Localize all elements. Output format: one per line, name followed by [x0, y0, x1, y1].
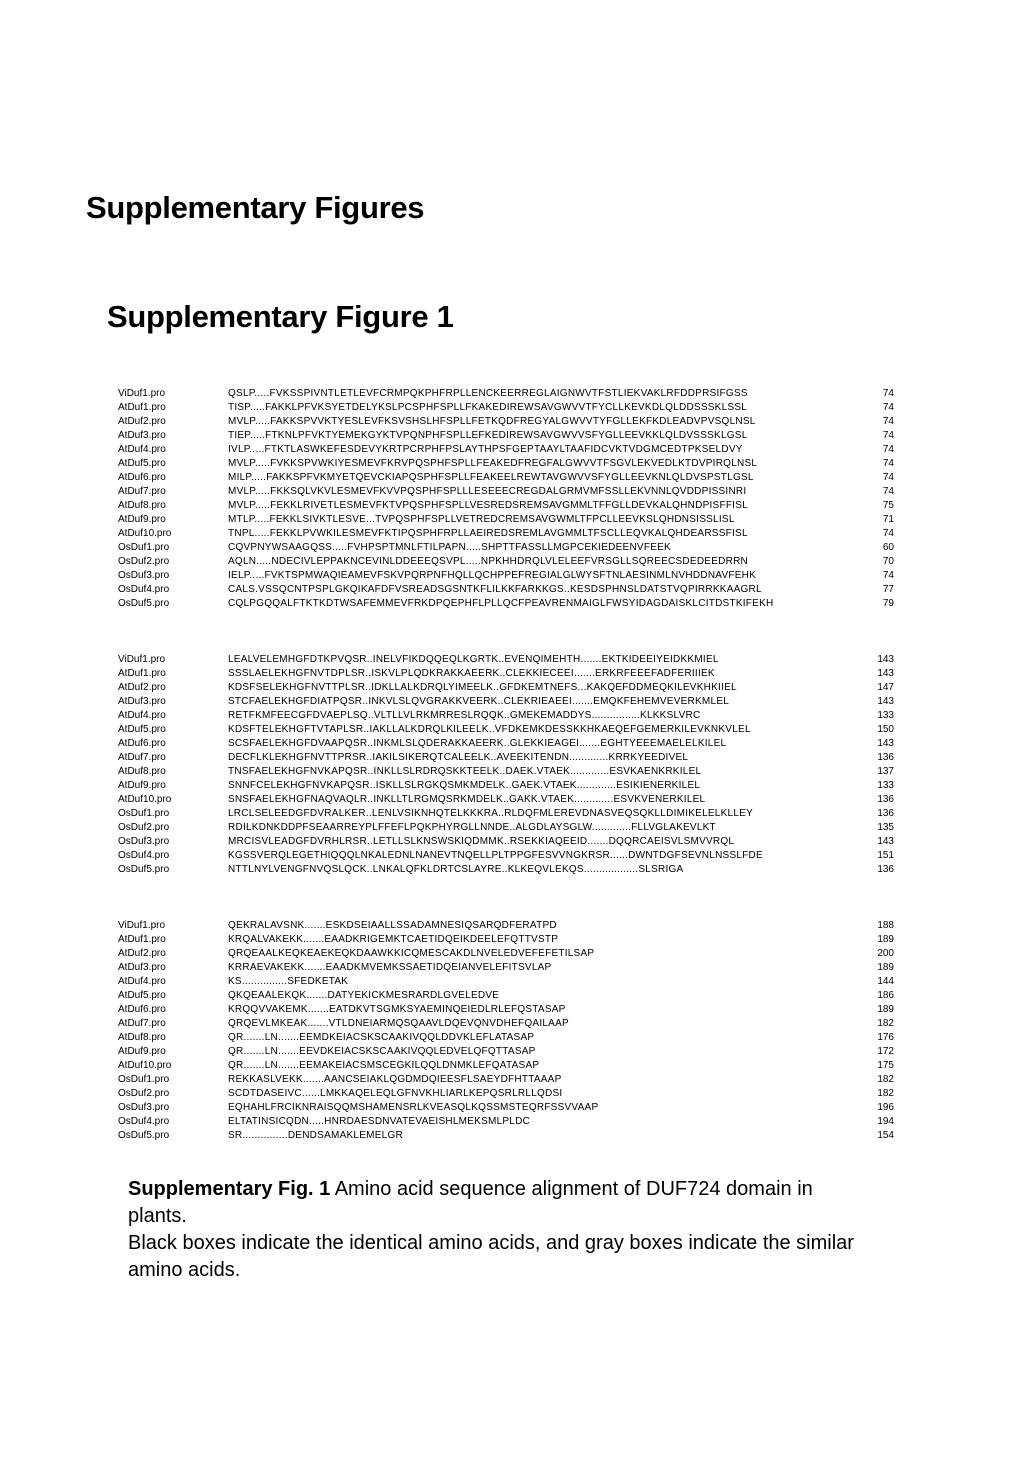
- sequence-position: 147: [877, 682, 894, 693]
- alignment-row: [118, 807, 898, 821]
- sequence-name: AtDuf4.pro: [118, 710, 166, 721]
- sequence-name: AtDuf1.pro: [118, 934, 166, 945]
- sequence-residues: QKQEAALEKQK.......DATYEKICKMESRARDLGVELEDVE: [228, 990, 500, 1001]
- sequence-position: 154: [877, 1130, 894, 1141]
- alignment-row: [118, 1017, 898, 1031]
- alignment-row: [118, 863, 898, 877]
- sequence-residues: TNSFAELEKHGFNVKAPQSR..INKLLSLRDRQSKKTEELK..DAEK.VTAEK.............ESVKAENKRKILEL: [228, 766, 702, 777]
- alignment-row: [118, 695, 898, 709]
- alignment-row: [118, 1045, 898, 1059]
- alignment-row: [118, 723, 898, 737]
- sequence-position: 189: [877, 962, 894, 973]
- alignment-block: [118, 387, 898, 611]
- alignment-row: [118, 1059, 898, 1073]
- sequence-residues: RDILKDNKDDPFSEAARREYPLFFEFLPQKPHYRGLLNNDE..ALGDLAYSGLW.............FLLVGLAKEVLKT: [228, 822, 716, 833]
- alignment-row: [118, 471, 898, 485]
- caption-label: Supplementary Fig. 1: [128, 1178, 331, 1200]
- alignment-row: [118, 527, 898, 541]
- figure-caption: [128, 1176, 868, 1284]
- sequence-name: AtDuf1.pro: [118, 402, 166, 413]
- sequence-residues: SNSFAELEKHGFNAQVAQLR..INKLLTLRGMQSRKMDELK..GAKK.VTAEK.............ESVKVENERKILEL: [228, 794, 706, 805]
- sequence-position: 176: [877, 1032, 894, 1043]
- alignment-row: [118, 779, 898, 793]
- sequence-position: 143: [877, 836, 894, 847]
- sequence-residues: MVLP.....FEKKLRIVETLESMEVFKTVPQSPHFSPLLVESREDSREMSAVGMMLTFFGLLDEVKALQHNDPISFFISL: [228, 500, 748, 511]
- sequence-residues: CQVPNYWSAAGQSS.....FVHPSPTMNLFTILPAPN.....SHPTTFASSLLMGPCEKIEDEENVFEEK: [228, 542, 671, 553]
- sequence-name: ViDuf1.pro: [118, 654, 166, 665]
- sequence-residues: MVLP.....FVKKSPVWKIYESMEVFKRVPQSPHFSPLLFEAKEDFREGFALGWVVTFSGVLEKVEDLKTDVPIRQLNSL: [228, 458, 758, 469]
- sequence-position: 194: [877, 1116, 894, 1127]
- sequence-residues: QEKRALAVSNK.......ESKDSEIAALLSSADAMNESIQSARQDFERATPD: [228, 920, 557, 931]
- sequence-name: AtDuf2.pro: [118, 416, 166, 427]
- alignment-row: [118, 835, 898, 849]
- sequence-name: OsDuf1.pro: [118, 808, 170, 819]
- sequence-position: 74: [882, 444, 894, 455]
- sequence-name: OsDuf2.pro: [118, 822, 170, 833]
- sequence-name: AtDuf6.pro: [118, 738, 166, 749]
- sequence-position: 143: [877, 696, 894, 707]
- alignment-row: [118, 555, 898, 569]
- sequence-position: 150: [877, 724, 894, 735]
- sequence-position: 144: [877, 976, 894, 987]
- sequence-residues: KRRAEVAKEKK.......EAADKMVEMKSSAETIDQEIANVELEFITSVLAP: [228, 962, 552, 973]
- sequence-name: AtDuf3.pro: [118, 962, 166, 973]
- sequence-name: AtDuf7.pro: [118, 486, 166, 497]
- sequence-name: AtDuf2.pro: [118, 682, 166, 693]
- sequence-position: 188: [877, 920, 894, 931]
- alignment-row: [118, 499, 898, 513]
- sequence-name: AtDuf4.pro: [118, 976, 166, 987]
- sequence-position: 143: [877, 738, 894, 749]
- sequence-residues: MVLP.....FAKKSPVVKTYESLEVFKSVSHSLHFSPLLFETKQDFREGYALGWVVTYFGLLEKFKDLEADVPVSQLNSL: [228, 416, 756, 427]
- sequence-residues: SCDTDASEIVC......LMKKAQELEQLGFNVKHLIARLKEPQSRLRLLQDSI: [228, 1088, 563, 1099]
- sequence-position: 143: [877, 654, 894, 665]
- sequence-residues: TNPL.....FEKKLPVWKILESMEVFKTIPQSPHFRPLLAEIREDSREMLAVGMMLTFSCLLEQVKALQHDEARSSFISL: [228, 528, 748, 539]
- alignment-row: [118, 1031, 898, 1045]
- sequence-name: AtDuf9.pro: [118, 780, 166, 791]
- sequence-residues: TIEP.....FTKNLPFVKTYEMEKGYKTVPQNPHFSPLLEFKEDIREWSAVGWVVSFYGLLEEVKKLQLDVSSSKLGSL: [228, 430, 748, 441]
- sequence-position: 74: [882, 430, 894, 441]
- alignment-row: [118, 961, 898, 975]
- alignment-block: [118, 919, 898, 1143]
- alignment-row: [118, 1073, 898, 1087]
- sequence-residues: KGSSVERQLEGETHIQQQLNKALEDNLNANEVTNQELLPLTPPGFESVVNGKRSR......DWNTDGFSEVNLNSSLFDE: [228, 850, 763, 861]
- sequence-name: AtDuf6.pro: [118, 1004, 166, 1015]
- sequence-residues: KRQQVVAKEMK.......EATDKVTSGMKSYAEMINQEIEDLRLEFQSTASAP: [228, 1004, 566, 1015]
- sequence-name: ViDuf1.pro: [118, 920, 166, 931]
- figure-title: Supplementary Figure 1: [107, 299, 454, 334]
- sequence-name: AtDuf9.pro: [118, 514, 166, 525]
- sequence-position: 200: [877, 948, 894, 959]
- sequence-position: 136: [877, 794, 894, 805]
- sequence-name: OsDuf5.pro: [118, 864, 170, 875]
- sequence-position: 182: [877, 1088, 894, 1099]
- sequence-name: AtDuf5.pro: [118, 990, 166, 1001]
- sequence-position: 74: [882, 402, 894, 413]
- sequence-name: AtDuf10.pro: [118, 1060, 172, 1071]
- sequence-residues: DECFLKLEKHGFNVTTPRSR..IAKILSIKERQTCALEELK..AVEEKITENDN.............KRRKYEEDIVEL: [228, 752, 689, 763]
- sequence-position: 196: [877, 1102, 894, 1113]
- alignment-row: [118, 1003, 898, 1017]
- sequence-residues: LEALVELEMHGFDTKPVQSR..INELVFIKDQQEQLKGRTK..EVENQIMEHTH.......EKTKIDEEIYEIDKKMIEL: [228, 654, 719, 665]
- sequence-position: 133: [877, 780, 894, 791]
- sequence-position: 75: [882, 500, 894, 511]
- sequence-residues: TISP.....FAKKLPFVKSYETDELYKSLPCSPHFSPLLFKAKEDIREWSAVGWVVTFYCLLKEVKDLQLDDSSSKLSSL: [228, 402, 748, 413]
- sequence-residues: NTTLNYLVENGFNVQSLQCK..LNKALQFKLDRTCSLAYRE..KLKEQVLEKQS..................SLSRIGA: [228, 864, 684, 875]
- sequence-name: OsDuf3.pro: [118, 570, 170, 581]
- sequence-position: 175: [877, 1060, 894, 1071]
- sequence-residues: SSSLAELEKHGFNVTDPLSR..ISKVLPLQDKRAKKAEERK..CLEKKIECEEI.......ERKRFEEEFADFERIIIEK: [228, 668, 715, 679]
- sequence-residues: MILP.....FAKKSPFVKMYETQEVCKIAPQSPHFSPLLFEAKEELREWTAVGWVVSFYGLLEEVKNLQLDVSPSTLGSL: [228, 472, 754, 483]
- sequence-position: 186: [877, 990, 894, 1001]
- sequence-position: 70: [882, 556, 894, 567]
- sequence-name: AtDuf6.pro: [118, 472, 166, 483]
- alignment-row: [118, 457, 898, 471]
- alignment-row: [118, 415, 898, 429]
- sequence-position: 137: [877, 766, 894, 777]
- alignment-row: [118, 443, 898, 457]
- sequence-residues: QR.......LN.......EEMAKEIACSMSCEGKILQQLDNMKLEFQATASAP: [228, 1060, 540, 1071]
- sequence-name: OsDuf3.pro: [118, 836, 170, 847]
- sequence-position: 136: [877, 808, 894, 819]
- alignment-row: [118, 947, 898, 961]
- alignment-row: [118, 541, 898, 555]
- alignment-row: [118, 849, 898, 863]
- alignment-row: [118, 653, 898, 667]
- sequence-alignment: [118, 387, 898, 1185]
- alignment-row: [118, 401, 898, 415]
- alignment-row: [118, 667, 898, 681]
- sequence-residues: LRCLSELEEDGFDVRALKER..LENLVSIKNHQTELKKKRA..RLDQFMLEREVDNASVEQSQKLLDIMIKELELKLLEY: [228, 808, 753, 819]
- sequence-residues: SNNFCELEKHGFNVKAPQSR..ISKLLSLRGKQSMKMDELK..GAEK.VTAEK.............ESIKIENERKILEL: [228, 780, 701, 791]
- sequence-name: OsDuf4.pro: [118, 850, 170, 861]
- caption-text-1: Amino acid sequence alignment of DUF724 domain in plants.: [128, 1178, 813, 1227]
- page-title: Supplementary Figures: [86, 190, 425, 225]
- sequence-name: AtDuf7.pro: [118, 1018, 166, 1029]
- sequence-position: 172: [877, 1046, 894, 1057]
- sequence-position: 189: [877, 1004, 894, 1015]
- sequence-position: 182: [877, 1018, 894, 1029]
- alignment-row: [118, 737, 898, 751]
- alignment-row: [118, 821, 898, 835]
- sequence-position: 135: [877, 822, 894, 833]
- alignment-row: [118, 597, 898, 611]
- sequence-position: 136: [877, 864, 894, 875]
- sequence-name: OsDuf5.pro: [118, 1130, 170, 1141]
- alignment-row: [118, 709, 898, 723]
- sequence-residues: KDSFSELEKHGFNVTTPLSR..IDKLLALKDRQLYIMEELK..GFDKEMTNEFS...KAKQEFDDMEQKILEVKHKIIEL: [228, 682, 737, 693]
- alignment-row: [118, 989, 898, 1003]
- alignment-block: [118, 653, 898, 877]
- sequence-residues: AQLN.....NDECIVLEPPAKNCEVINLDDEEEQSVPL.....NPKHHDRQLVLELEEFVRSGLLSQREECSDEDEEDRRN: [228, 556, 749, 567]
- alignment-row: [118, 933, 898, 947]
- alignment-row: [118, 387, 898, 401]
- sequence-position: 71: [882, 514, 894, 525]
- alignment-row: [118, 1115, 898, 1129]
- alignment-row: [118, 485, 898, 499]
- sequence-residues: CQLPGQQALFTKTKDTWSAFEMMEVFRKDPQEPHFLPLLQCFPEAVRENMAIGLFWSYIDAGDAISKLCITDSTKIFEKH: [228, 598, 774, 609]
- sequence-position: 182: [877, 1074, 894, 1085]
- sequence-position: 151: [877, 850, 894, 861]
- sequence-name: AtDuf7.pro: [118, 752, 166, 763]
- sequence-name: OsDuf5.pro: [118, 598, 170, 609]
- sequence-name: AtDuf4.pro: [118, 444, 166, 455]
- sequence-position: 74: [882, 528, 894, 539]
- sequence-name: OsDuf2.pro: [118, 556, 170, 567]
- sequence-name: AtDuf5.pro: [118, 724, 166, 735]
- sequence-position: 133: [877, 710, 894, 721]
- sequence-residues: IVLP.....FTKTLASWKEFESDEVYKRTPCRPHFPSLAYTHPSFGEPTAAYLTAAFIDCVKTVDGMCEDTPKSELDVY: [228, 444, 743, 455]
- sequence-position: 60: [882, 542, 894, 553]
- sequence-residues: QR.......LN.......EEMDKEIACSKSCAAKIVQQLDDVKLEFLATASAP: [228, 1032, 535, 1043]
- sequence-position: 79: [882, 598, 894, 609]
- alignment-row: [118, 1101, 898, 1115]
- sequence-position: 74: [882, 458, 894, 469]
- sequence-name: AtDuf3.pro: [118, 430, 166, 441]
- sequence-residues: QR.......LN.......EEVDKEIACSKSCAAKIVQQLEDVELQFQTTASAP: [228, 1046, 536, 1057]
- sequence-position: 77: [882, 584, 894, 595]
- sequence-position: 74: [882, 570, 894, 581]
- sequence-position: 143: [877, 668, 894, 679]
- alignment-row: [118, 1087, 898, 1101]
- sequence-name: AtDuf9.pro: [118, 1046, 166, 1057]
- alignment-row: [118, 429, 898, 443]
- sequence-residues: IELP.....FVKTSPMWAQIEAMEVFSKVPQRPNFHQLLQCHPPEFREGIALGLWYSFTNLAESINMLNVHDDNAVFEHK: [228, 570, 757, 581]
- sequence-name: OsDuf4.pro: [118, 584, 170, 595]
- alignment-row: [118, 681, 898, 695]
- alignment-row: [118, 765, 898, 779]
- sequence-name: ViDuf1.pro: [118, 388, 166, 399]
- sequence-name: AtDuf8.pro: [118, 1032, 166, 1043]
- sequence-name: AtDuf2.pro: [118, 948, 166, 959]
- sequence-position: 136: [877, 752, 894, 763]
- sequence-residues: MVLP.....FKKSQLVKVLESMEVFKVVPQSPHFSPLLLESEEECREGDALGRMVMFSSLLEKVNNLQVDDPISSINRI: [228, 486, 747, 497]
- alignment-row: [118, 751, 898, 765]
- sequence-name: OsDuf2.pro: [118, 1088, 170, 1099]
- caption-line-1: [128, 1176, 868, 1230]
- sequence-position: 74: [882, 486, 894, 497]
- sequence-residues: QRQEAALKEQKEAEKEQKDAAWKKICQMESCAKDLNVELEDVEFEFETILSAP: [228, 948, 595, 959]
- alignment-row: [118, 583, 898, 597]
- alignment-row: [118, 919, 898, 933]
- sequence-residues: MTLP.....FEKKLSIVKTLESVE...TVPQSPHFSPLLVETREDCREMSAVGWMLTFPCLLEEVKSLQHDNSISSLISL: [228, 514, 735, 525]
- sequence-residues: EQHAHLFRCIKNRAISQQMSHAMENSRLKVEASQLKQSSMSTEQRFSSVVAAP: [228, 1102, 599, 1113]
- sequence-residues: STCFAELEKHGFDIATPQSR..INKVLSLQVGRAKKVEERK..CLEKRIEAEEI.......EMQKFEHEMVEVERKMLEL: [228, 696, 730, 707]
- sequence-residues: ELTATINSICQDN.....HNRDAESDNVATEVAEISHLMEKSMLPLDC: [228, 1116, 531, 1127]
- sequence-residues: REKKASLVEKK.......AANCSEIAKLQGDMDQIEESFLSAEYDFHTTAAAP: [228, 1074, 562, 1085]
- sequence-residues: MRCISVLEADGFDVRHLRSR..LETLLSLKNSWSKIQDMMK..RSEKKIAQEEID.......DQQRCAEISVLSMVVRQL: [228, 836, 735, 847]
- alignment-row: [118, 1129, 898, 1143]
- sequence-residues: KDSFTELEKHGFTVTAPLSR..IAKLLALKDRQLKILEELK..VFDKEMKDESSKKHKAEQEFGEMERKILEVKNKVLEL: [228, 724, 751, 735]
- sequence-name: AtDuf8.pro: [118, 500, 166, 511]
- caption-line-2: Black boxes indicate the identical amino acids, and gray boxes indicate the similar amino acids.: [128, 1232, 854, 1281]
- sequence-name: OsDuf1.pro: [118, 1074, 170, 1085]
- sequence-name: OsDuf4.pro: [118, 1116, 170, 1127]
- sequence-position: 74: [882, 416, 894, 427]
- sequence-residues: QRQEVLMKEAK.......VTLDNEIARMQSQAAVLDQEVQNVDHEFQAILAAP: [228, 1018, 569, 1029]
- sequence-name: AtDuf1.pro: [118, 668, 166, 679]
- sequence-name: OsDuf3.pro: [118, 1102, 170, 1113]
- alignment-row: [118, 975, 898, 989]
- sequence-name: AtDuf8.pro: [118, 766, 166, 777]
- sequence-position: 74: [882, 472, 894, 483]
- sequence-name: AtDuf5.pro: [118, 458, 166, 469]
- sequence-residues: SCSFAELEKHGFDVAAPQSR..INKMLSLQDERAKKAEERK..GLEKKIEAGEI.......EGHTYEEEMAELELKILEL: [228, 738, 727, 749]
- sequence-name: AtDuf10.pro: [118, 528, 172, 539]
- alignment-row: [118, 793, 898, 807]
- sequence-residues: RETFKMFEECGFDVAEPLSQ..VLTLLVLRKMRRESLRQQK..GMEKEMADDYS................KLKKSLVRC: [228, 710, 701, 721]
- sequence-position: 74: [882, 388, 894, 399]
- sequence-residues: SR...............DENDSAMAKLEMELGR: [228, 1130, 403, 1141]
- sequence-name: AtDuf10.pro: [118, 794, 172, 805]
- sequence-name: OsDuf1.pro: [118, 542, 170, 553]
- sequence-residues: KRQALVAKEKK.......EAADKRIGEMKTCAETIDQEIKDEELEFQTTVSTP: [228, 934, 559, 945]
- sequence-position: 189: [877, 934, 894, 945]
- alignment-row: [118, 569, 898, 583]
- sequence-residues: CALS.VSSQCNTPSPLGKQIKAFDFVSREADSGSNTKFLILKKFARKKGS..KESDSPHNSLDATSTVQPIRRKKAAGRL: [228, 584, 762, 595]
- sequence-residues: QSLP.....FVKSSPIVNTLETLEVFCRMPQKPHFRPLLENCKEERREGLAIGNWVTFSTLIEKVAKLRFDDPRSIFGSS: [228, 388, 748, 399]
- sequence-name: AtDuf3.pro: [118, 696, 166, 707]
- sequence-residues: KS...............SFEDKETAK: [228, 976, 349, 987]
- alignment-row: [118, 513, 898, 527]
